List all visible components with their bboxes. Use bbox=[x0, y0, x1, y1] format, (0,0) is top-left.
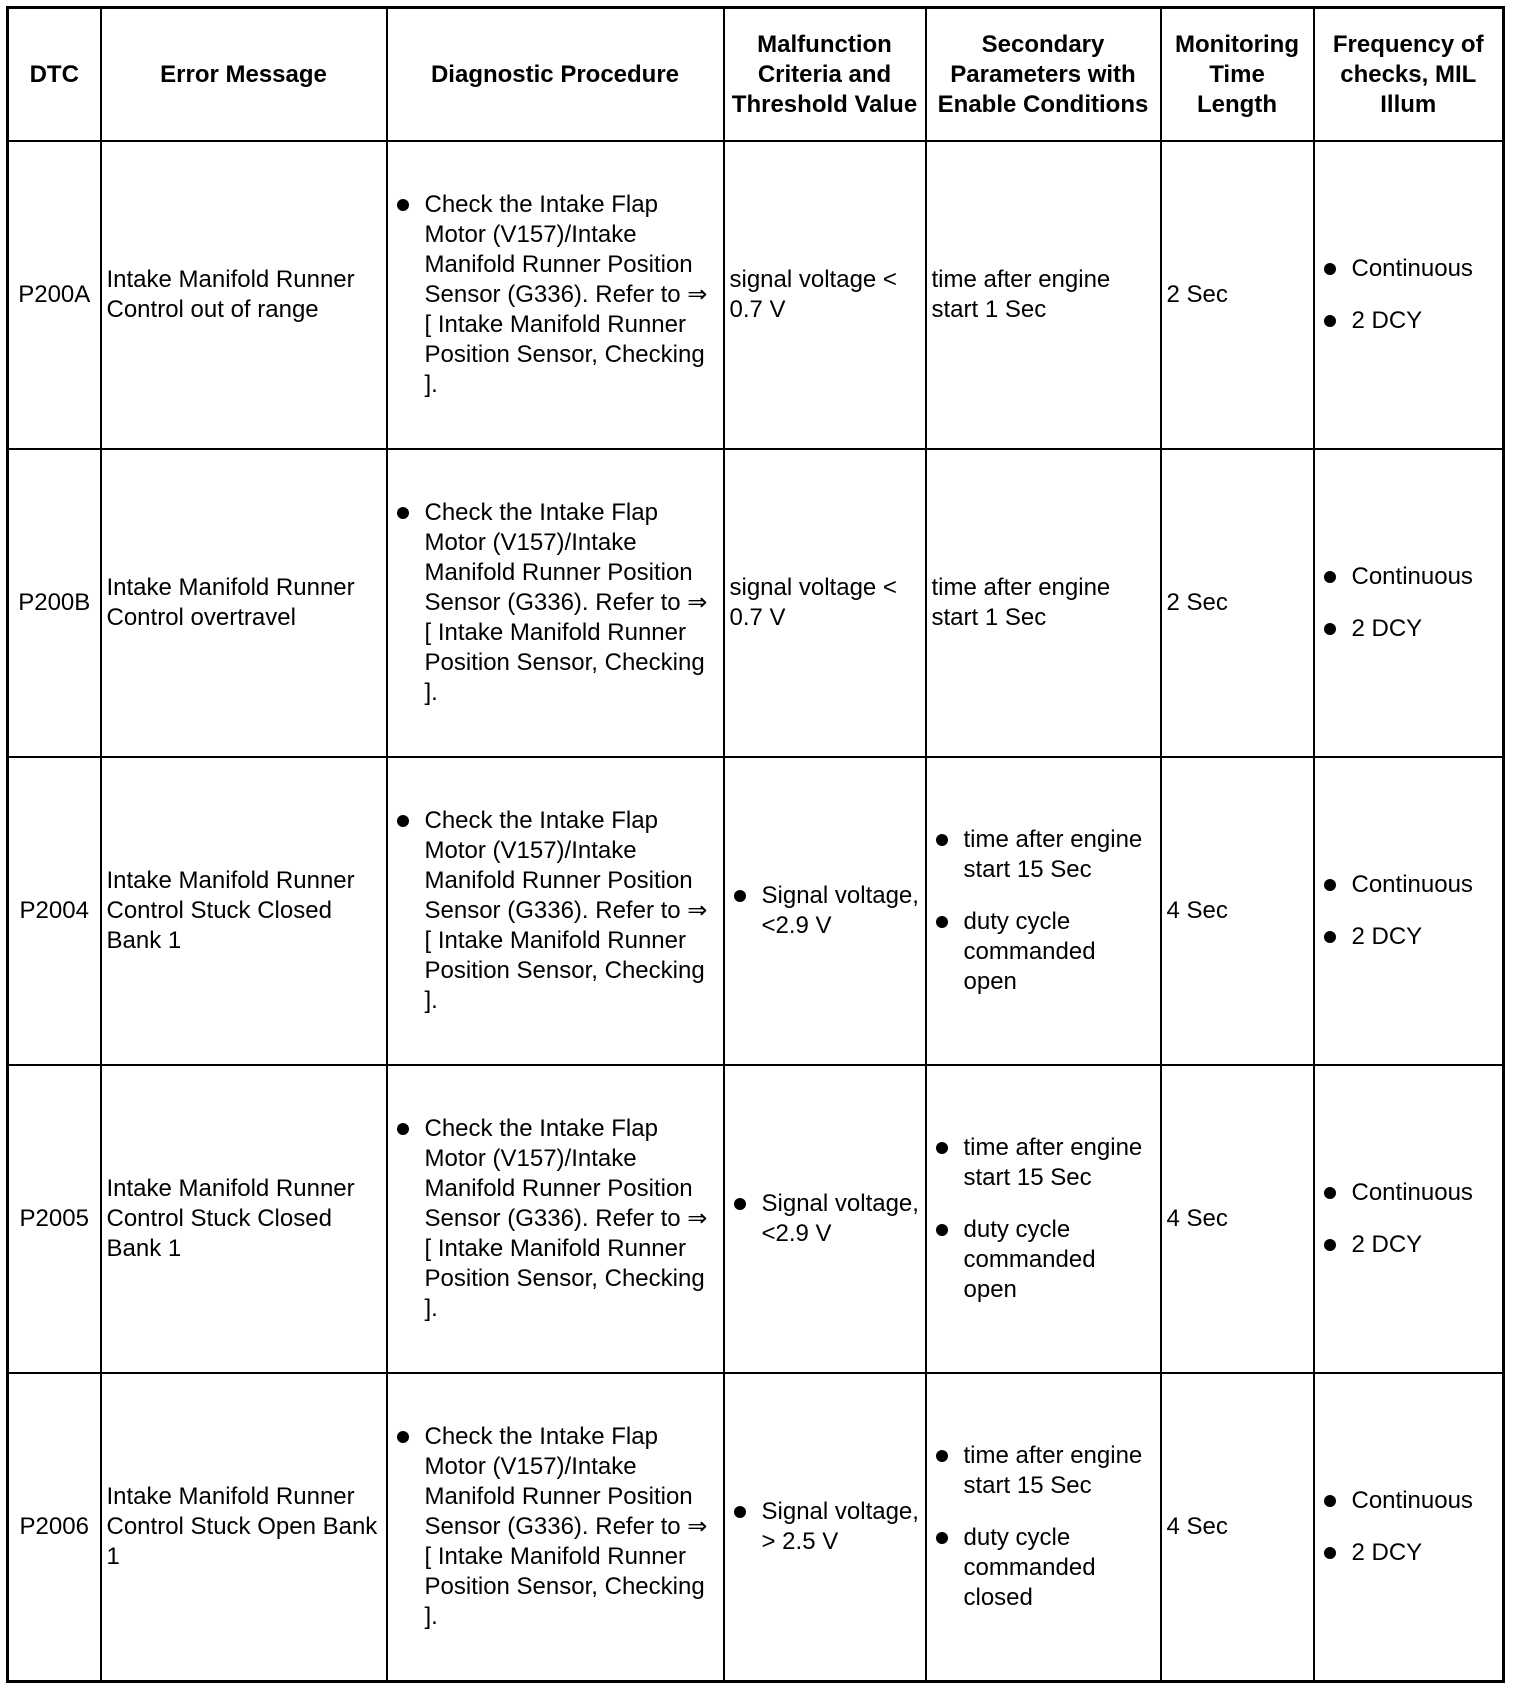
procedure-text: Check the Intake Flap Motor (V157)/Intake Manifold Runner Position Sensor (G336). Refer to ⇒ [ Intake Manifold Runner Position Sensor, Checking ]. bbox=[424, 1115, 708, 1322]
header-monitoring-time: Monitoring Time Length bbox=[1161, 8, 1314, 142]
criteria-item-text: Signal voltage, <2.9 V bbox=[761, 1190, 919, 1247]
secondary-item-text: duty cycle commanded open bbox=[963, 908, 1096, 995]
bullet-icon bbox=[397, 507, 409, 519]
bullet-icon bbox=[397, 199, 409, 211]
secondary-item-text: duty cycle commanded closed bbox=[963, 1523, 1096, 1611]
bullet-icon bbox=[936, 1450, 948, 1462]
table-row bbox=[8, 1065, 1504, 1373]
frequency-item bbox=[1320, 1178, 1498, 1208]
frequency-item bbox=[1320, 1486, 1498, 1516]
secondary-item-list bbox=[932, 825, 1155, 997]
procedure-item bbox=[393, 498, 718, 708]
table-row bbox=[8, 449, 1504, 757]
secondary-item-text: duty cycle commanded open bbox=[963, 1216, 1096, 1303]
procedure-item bbox=[393, 190, 718, 400]
frequency-item-text: 2 DCY bbox=[1351, 1231, 1423, 1258]
procedure-list bbox=[393, 1422, 718, 1632]
frequency-checks bbox=[1314, 1373, 1504, 1681]
malfunction-criteria bbox=[724, 757, 926, 1065]
criteria-item-list bbox=[730, 881, 920, 941]
frequency-item bbox=[1320, 1538, 1498, 1568]
secondary-item bbox=[932, 825, 1155, 885]
dtc-code: P2004 bbox=[8, 757, 101, 1065]
header-malfunction-criteria: Malfunction Criteria and Threshold Value bbox=[724, 8, 926, 142]
bullet-icon bbox=[936, 1532, 948, 1544]
frequency-item-text: 2 DCY bbox=[1351, 923, 1423, 950]
frequency-item-list bbox=[1320, 870, 1498, 952]
diagnostic-procedure bbox=[387, 141, 724, 449]
frequency-checks bbox=[1314, 757, 1504, 1065]
bullet-icon bbox=[936, 834, 948, 846]
bullet-icon bbox=[936, 1142, 948, 1154]
secondary-item-list bbox=[932, 1133, 1155, 1305]
secondary-item-text: time after engine start 15 Sec bbox=[963, 1441, 1143, 1499]
frequency-item bbox=[1320, 306, 1498, 336]
criteria-text: signal voltage < 0.7 V bbox=[729, 574, 897, 631]
frequency-item-list bbox=[1320, 254, 1498, 336]
frequency-item-list bbox=[1320, 1178, 1498, 1260]
monitoring-time: 2 Sec bbox=[1161, 141, 1314, 449]
secondary-item-text: time after engine start 15 Sec bbox=[963, 826, 1143, 883]
frequency-item-text: 2 DCY bbox=[1351, 307, 1423, 334]
secondary-item-text: time after engine start 15 Sec bbox=[963, 1134, 1143, 1191]
malfunction-criteria bbox=[724, 141, 926, 449]
frequency-item bbox=[1320, 562, 1498, 592]
bullet-icon bbox=[734, 890, 746, 902]
frequency-item bbox=[1320, 254, 1498, 284]
diagnostic-procedure bbox=[387, 449, 724, 757]
table-row bbox=[8, 1373, 1504, 1681]
frequency-item-text: Continuous bbox=[1351, 563, 1473, 590]
criteria-item bbox=[730, 1189, 920, 1249]
dtc-table bbox=[6, 6, 1505, 1683]
criteria-item bbox=[730, 1497, 920, 1557]
header-dtc: DTC bbox=[8, 8, 101, 142]
header-row bbox=[8, 8, 1504, 142]
secondary-item bbox=[932, 907, 1155, 997]
criteria-item bbox=[730, 881, 920, 941]
frequency-item bbox=[1320, 922, 1498, 952]
secondary-item bbox=[932, 1133, 1155, 1193]
criteria-text: signal voltage < 0.7 V bbox=[729, 266, 897, 323]
procedure-list bbox=[393, 498, 718, 708]
frequency-item-text: Continuous bbox=[1351, 255, 1473, 282]
header-error-message: Error Message bbox=[101, 8, 387, 142]
procedure-text: Check the Intake Flap Motor (V157)/Intake Manifold Runner Position Sensor (G336). Refer to ⇒ [ Intake Manifold Runner Position Sensor, Checking ]. bbox=[424, 191, 708, 398]
dtc-code: P200B bbox=[8, 449, 101, 757]
error-message: Intake Manifold Runner Control Stuck Closed Bank 1 bbox=[101, 757, 387, 1065]
procedure-item bbox=[393, 1422, 718, 1632]
criteria-item-text: Signal voltage, <2.9 V bbox=[761, 882, 919, 939]
frequency-item-text: Continuous bbox=[1351, 1486, 1473, 1514]
header-secondary-parameters: Secondary Parameters with Enable Conditions bbox=[926, 8, 1161, 142]
bullet-icon bbox=[1324, 931, 1336, 943]
bullet-icon bbox=[1324, 1239, 1336, 1251]
malfunction-criteria bbox=[724, 449, 926, 757]
secondary-item bbox=[932, 1441, 1155, 1501]
bullet-icon bbox=[1324, 1187, 1336, 1199]
procedure-item bbox=[393, 1114, 718, 1324]
frequency-item-list bbox=[1320, 562, 1498, 644]
bullet-icon bbox=[734, 1506, 746, 1518]
secondary-parameters bbox=[926, 141, 1161, 449]
error-message: Intake Manifold Runner Control overtravel bbox=[101, 449, 387, 757]
bullet-icon bbox=[397, 1123, 409, 1135]
procedure-text: Check the Intake Flap Motor (V157)/Intake Manifold Runner Position Sensor (G336). Refer to ⇒ [ Intake Manifold Runner Position Sensor, Checking ]. bbox=[424, 499, 708, 706]
dtc-code: P2006 bbox=[8, 1373, 101, 1681]
frequency-item bbox=[1320, 1230, 1498, 1260]
monitoring-time: 4 Sec bbox=[1161, 1373, 1314, 1681]
frequency-item-text: Continuous bbox=[1351, 1179, 1473, 1206]
bullet-icon bbox=[936, 1224, 948, 1236]
bullet-icon bbox=[1324, 879, 1336, 891]
diagnostic-procedure bbox=[387, 757, 724, 1065]
header-frequency: Frequency of checks, MIL Illum bbox=[1314, 8, 1504, 142]
frequency-item-text: 2 DCY bbox=[1351, 615, 1423, 642]
table-row bbox=[8, 141, 1504, 449]
frequency-checks bbox=[1314, 449, 1504, 757]
procedure-list bbox=[393, 190, 718, 400]
malfunction-criteria bbox=[724, 1373, 926, 1681]
bullet-icon bbox=[1324, 623, 1336, 635]
criteria-item-text: Signal voltage, > 2.5 V bbox=[761, 1497, 919, 1555]
error-message: Intake Manifold Runner Control Stuck Open Bank 1 bbox=[101, 1373, 387, 1681]
diagnostic-procedure bbox=[387, 1373, 724, 1681]
secondary-text: time after engine start 1 Sec bbox=[931, 266, 1111, 323]
bullet-icon bbox=[1324, 1547, 1336, 1559]
diagnostic-procedure bbox=[387, 1065, 724, 1373]
secondary-parameters bbox=[926, 1373, 1161, 1681]
dtc-code: P200A bbox=[8, 141, 101, 449]
secondary-item bbox=[932, 1523, 1155, 1613]
criteria-item-list bbox=[730, 1189, 920, 1249]
secondary-parameters bbox=[926, 1065, 1161, 1373]
procedure-item bbox=[393, 806, 718, 1016]
frequency-item-list bbox=[1320, 1486, 1498, 1568]
bullet-icon bbox=[397, 1431, 409, 1443]
secondary-item-list bbox=[932, 1441, 1155, 1613]
bullet-icon bbox=[734, 1198, 746, 1210]
dtc-code: P2005 bbox=[8, 1065, 101, 1373]
frequency-item-text: Continuous bbox=[1351, 871, 1473, 898]
error-message: Intake Manifold Runner Control out of range bbox=[101, 141, 387, 449]
bullet-icon bbox=[1324, 315, 1336, 327]
bullet-icon bbox=[1324, 571, 1336, 583]
procedure-text: Check the Intake Flap Motor (V157)/Intake Manifold Runner Position Sensor (G336). Refer to ⇒ [ Intake Manifold Runner Position Sensor, Checking ]. bbox=[424, 807, 708, 1014]
bullet-icon bbox=[1324, 1495, 1336, 1507]
secondary-parameters bbox=[926, 757, 1161, 1065]
bullet-icon bbox=[397, 815, 409, 827]
procedure-list bbox=[393, 806, 718, 1016]
malfunction-criteria bbox=[724, 1065, 926, 1373]
bullet-icon bbox=[1324, 263, 1336, 275]
procedure-list bbox=[393, 1114, 718, 1324]
bullet-icon bbox=[936, 916, 948, 928]
secondary-text: time after engine start 1 Sec bbox=[931, 574, 1111, 631]
frequency-item bbox=[1320, 870, 1498, 900]
secondary-item bbox=[932, 1215, 1155, 1305]
table-row bbox=[8, 757, 1504, 1065]
monitoring-time: 2 Sec bbox=[1161, 449, 1314, 757]
frequency-checks bbox=[1314, 141, 1504, 449]
procedure-text: Check the Intake Flap Motor (V157)/Intake Manifold Runner Position Sensor (G336). Refer to ⇒ [ Intake Manifold Runner Position Sensor, Checking ]. bbox=[424, 1422, 708, 1630]
secondary-parameters bbox=[926, 449, 1161, 757]
error-message: Intake Manifold Runner Control Stuck Closed Bank 1 bbox=[101, 1065, 387, 1373]
frequency-checks bbox=[1314, 1065, 1504, 1373]
frequency-item bbox=[1320, 614, 1498, 644]
monitoring-time: 4 Sec bbox=[1161, 757, 1314, 1065]
header-diagnostic-procedure: Diagnostic Procedure bbox=[387, 8, 724, 142]
monitoring-time: 4 Sec bbox=[1161, 1065, 1314, 1373]
frequency-item-text: 2 DCY bbox=[1351, 1538, 1423, 1566]
criteria-item-list bbox=[730, 1497, 920, 1557]
